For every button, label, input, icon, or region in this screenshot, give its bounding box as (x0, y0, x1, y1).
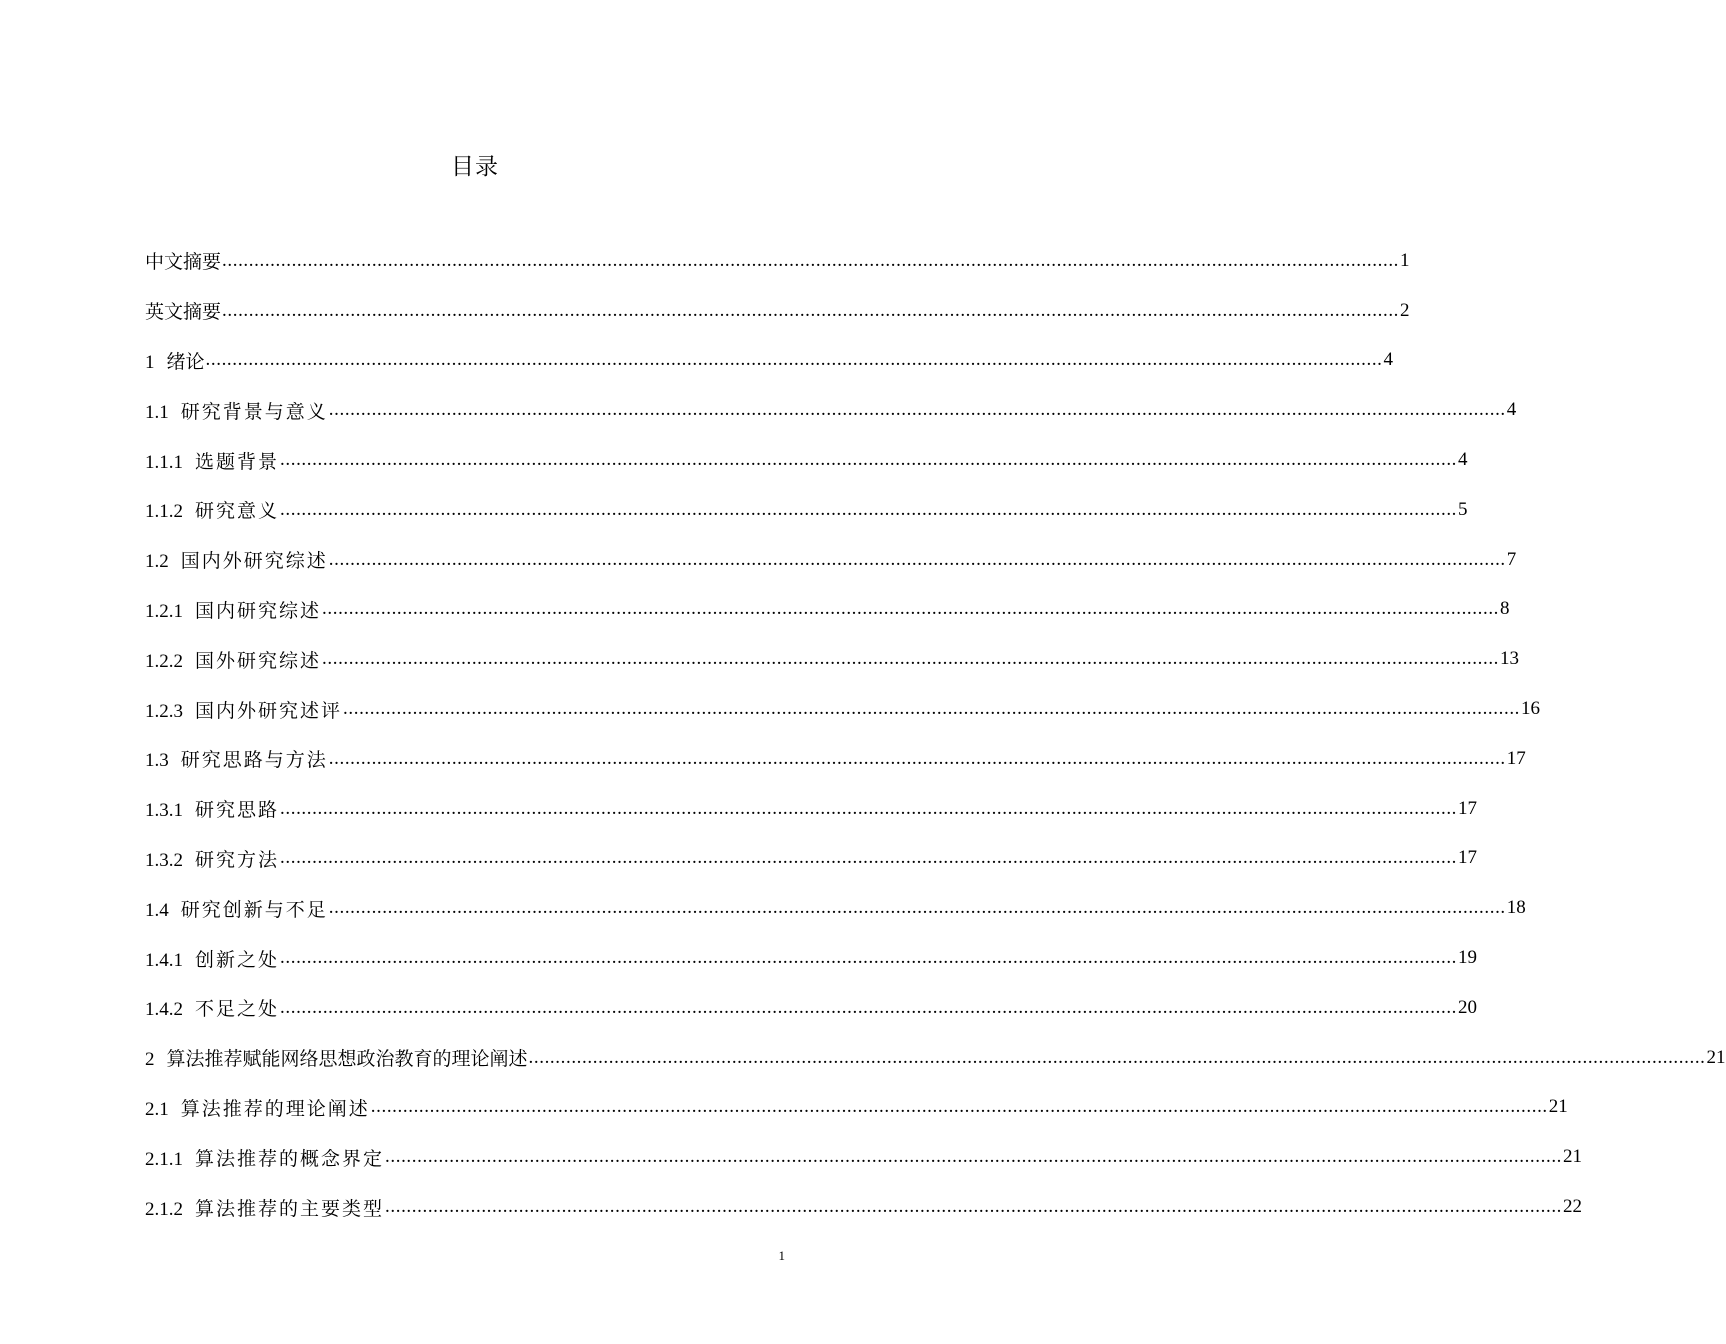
toc-entry-page-number: 21 (1706, 1046, 1726, 1068)
toc-entry-text: 国内外研究综述 (180, 551, 328, 573)
toc-entry-text: 研究创新与不足 (180, 899, 328, 921)
toc-entry[interactable] (145, 485, 1468, 535)
page-footer (0, 1248, 785, 1264)
toc-leader-dots: ............................................................................................................................................................................................................................ (385, 1196, 1563, 1218)
toc-leader-dots: ............................................................................................................................................................................................................................ (280, 797, 1458, 819)
toc-entry-text: 国外研究综述 (195, 650, 322, 672)
toc-entry-page-number: 17 (1506, 747, 1526, 769)
toc-entry-label (145, 1094, 370, 1121)
toc-entry-label (145, 397, 328, 424)
toc-entry-page-number: 19 (1458, 947, 1478, 969)
toc-entry-label (145, 447, 279, 474)
toc-entry-text: 算法推荐的概念界定 (195, 1148, 385, 1170)
toc-leader-dots: ............................................................................................................................................................................................................................ (328, 897, 1506, 919)
toc-entry-number: 2.1.1 (145, 1148, 183, 1170)
toc-entry-label (145, 1194, 384, 1221)
toc-entry-label (145, 247, 221, 274)
toc-entry-number: 1.4 (145, 899, 169, 921)
toc-entry-number: 1 (145, 351, 155, 373)
toc-leader-dots: ............................................................................................................................................................................................................................ (280, 847, 1458, 869)
toc-entry-page-number: 22 (1563, 1196, 1583, 1218)
footer-page-number: 1 (778, 1248, 785, 1263)
toc-entry[interactable] (145, 983, 1478, 1033)
toc-entry[interactable] (145, 236, 1410, 286)
toc-entry-text: 研究思路与方法 (180, 750, 328, 772)
toc-entry-label (145, 895, 328, 922)
toc-leader-dots: ............................................................................................................................................................................................................................ (280, 449, 1458, 471)
toc-entry-number: 1.2.3 (145, 700, 183, 722)
toc-entry-label (145, 845, 279, 872)
toc-entry-label (145, 646, 321, 673)
toc-entry-text: 研究背景与意义 (180, 401, 328, 423)
toc-entry[interactable] (145, 435, 1468, 485)
toc-entry-page-number: 20 (1458, 996, 1478, 1018)
toc-entry-number: 1.1.2 (145, 501, 183, 523)
toc-leader-dots: ............................................................................................................................................................................................................................ (328, 399, 1506, 421)
toc-entry-number: 2.1 (145, 1098, 169, 1120)
toc-entry[interactable] (145, 1132, 1583, 1182)
toc-entry-number: 1.3 (145, 750, 169, 772)
toc-leader-dots: ............................................................................................................................................................................................................................ (322, 648, 1500, 670)
toc-entry-text: 选题背景 (195, 451, 280, 473)
toc-entry-number: 1.2.2 (145, 650, 183, 672)
toc-leader-dots: ............................................................................................................................................................................................................................ (280, 498, 1458, 520)
toc-entry-text: 中文摘要 (145, 251, 222, 274)
toc-entry-page-number: 7 (1506, 548, 1517, 570)
toc-leader-dots: ............................................................................................................................................................................................................................ (280, 996, 1458, 1018)
toc-entry-number: 1.1 (145, 401, 169, 423)
toc-entry-number: 1.4.1 (145, 949, 183, 971)
toc-entry-page-number: 5 (1458, 498, 1468, 520)
toc-entry-number: 1.3.1 (145, 800, 183, 822)
toc-entry-text: 不足之处 (195, 999, 280, 1021)
toc-entry-label (145, 1144, 384, 1171)
toc-entry-text: 国内外研究述评 (195, 700, 343, 722)
toc-entry-page-number: 1 (1400, 249, 1410, 271)
toc-entry-page-number: 4 (1506, 399, 1517, 421)
toc-entry-page-number: 13 (1500, 648, 1520, 670)
toc-entry-label (145, 994, 279, 1021)
toc-entry-number: 1.4.2 (145, 999, 183, 1021)
toc-entry-text: 英文摘要 (145, 301, 222, 324)
toc-entry-label (145, 546, 328, 573)
toc-leader-dots: ............................................................................................................................................................................................................................ (222, 249, 1400, 271)
toc-entry[interactable] (145, 634, 1520, 684)
toc-entry-text: 算法推荐的主要类型 (195, 1198, 385, 1220)
toc-entry-number: 2 (145, 1049, 155, 1071)
toc-entry-text: 绪论 (166, 350, 205, 373)
toc-entry[interactable] (145, 1083, 1568, 1133)
toc-entry[interactable] (145, 1033, 1726, 1083)
toc-entry[interactable] (145, 286, 1410, 336)
toc-entry-page-number: 18 (1506, 897, 1526, 919)
toc-entry-number: 2.1.2 (145, 1198, 183, 1220)
toc-entry[interactable] (145, 933, 1478, 983)
toc-leader-dots: ............................................................................................................................................................................................................................ (222, 299, 1400, 321)
toc-entry-label (145, 297, 221, 324)
toc-entry-text: 研究意义 (195, 501, 280, 523)
toc-entry-page-number: 17 (1458, 797, 1478, 819)
toc-entry-text: 研究方法 (195, 849, 280, 871)
toc-entry-number: 1.2 (145, 551, 169, 573)
toc-entry[interactable] (145, 883, 1526, 933)
toc-entry[interactable] (145, 585, 1510, 635)
toc-entry-page-number: 4 (1458, 449, 1468, 471)
toc-entry-number: 1.2.1 (145, 600, 183, 622)
toc-entry[interactable] (145, 1182, 1583, 1232)
table-of-contents (145, 236, 1726, 1232)
toc-entry-text: 研究思路 (195, 800, 280, 822)
toc-entry[interactable] (145, 535, 1517, 585)
toc-entry-label (145, 347, 205, 374)
toc-entry-page-number: 4 (1383, 349, 1394, 371)
toc-entry-page-number: 21 (1563, 1146, 1583, 1168)
toc-leader-dots: ............................................................................................................................................................................................................................ (343, 698, 1521, 720)
toc-entry-text: 算法推荐赋能网络思想政治教育的理论阐述 (166, 1048, 528, 1071)
toc-entry-label (145, 696, 342, 723)
toc-leader-dots: ............................................................................................................................................................................................................................ (370, 1096, 1548, 1118)
toc-leader-dots: ............................................................................................................................................................................................................................ (528, 1046, 1706, 1068)
toc-entry-label (145, 596, 321, 623)
toc-entry-text: 国内研究综述 (195, 600, 322, 622)
toc-entry[interactable] (145, 784, 1478, 834)
toc-entry-text: 算法推荐的理论阐述 (180, 1098, 370, 1120)
toc-leader-dots: ............................................................................................................................................................................................................................ (322, 598, 1500, 620)
toc-entry-page-number: 21 (1548, 1096, 1568, 1118)
toc-entry[interactable] (145, 336, 1394, 386)
toc-entry-number: 1.3.2 (145, 849, 183, 871)
toc-entry[interactable] (145, 684, 1541, 734)
toc-leader-dots: ............................................................................................................................................................................................................................ (328, 548, 1506, 570)
toc-entry-page-number: 8 (1500, 598, 1510, 620)
toc-entry-page-number: 2 (1400, 299, 1410, 321)
toc-entry-label (145, 1044, 528, 1071)
toc-title: 目录 (451, 154, 499, 180)
toc-entry-label (145, 795, 279, 822)
toc-leader-dots: ............................................................................................................................................................................................................................ (385, 1146, 1563, 1168)
toc-leader-dots: ............................................................................................................................................................................................................................ (280, 947, 1458, 969)
toc-entry-label (145, 745, 328, 772)
toc-entry-number: 1.1.1 (145, 451, 183, 473)
toc-entry-text: 创新之处 (195, 949, 280, 971)
toc-entry[interactable] (145, 385, 1517, 435)
toc-entry-page-number: 17 (1458, 847, 1478, 869)
toc-leader-dots: ............................................................................................................................................................................................................................ (328, 747, 1506, 769)
toc-entry-label (145, 945, 279, 972)
toc-entry[interactable] (145, 734, 1526, 784)
toc-leader-dots: ............................................................................................................................................................................................................................ (205, 349, 1383, 371)
toc-entry-page-number: 16 (1521, 698, 1541, 720)
toc-entry[interactable] (145, 834, 1478, 884)
toc-entry-label (145, 496, 279, 523)
